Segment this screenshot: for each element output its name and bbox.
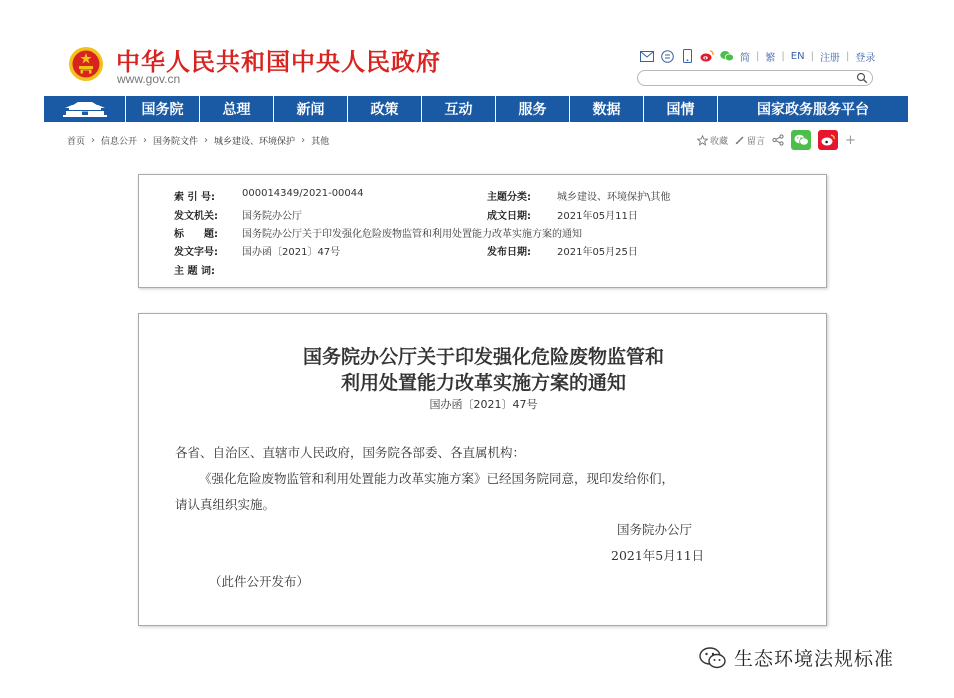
weibo-share-button[interactable] [818,130,838,150]
wechat-official-account-icon [698,646,728,670]
message-icon[interactable] [660,49,674,63]
nav-item-interaction[interactable]: 互动 [422,96,496,122]
favorite-label: 收藏 [710,136,729,147]
breadcrumb-urban-env[interactable]: 城乡建设、环境保护 [214,137,296,147]
weibo-icon[interactable] [700,49,714,63]
issuer-label: 发文机关: [174,211,218,222]
nav-item-policy[interactable]: 政策 [348,96,422,122]
category-value: 城乡建设、环境保护\其他 [557,192,671,203]
share-tools [697,130,856,150]
lang-english-link[interactable]: EN [790,50,805,62]
info-row-published-date [487,243,638,258]
document-salutation: 各省、自治区、直辖市人民政府，国务院各部委、各直属机构： [175,445,526,460]
info-row-written-date [487,207,638,222]
document-body-line2: 请认真组织实施。 [175,497,276,512]
lang-traditional-link[interactable]: 繁 [765,52,776,64]
category-label: 主题分类: [487,192,531,203]
divider: | [845,50,850,62]
divider: | [756,50,760,62]
info-row-index [174,188,364,203]
breadcrumb [67,134,329,147]
divider: | [781,50,785,62]
breadcrumb-info-disclosure[interactable]: 信息公开 [101,137,138,147]
comment-button[interactable] [735,134,765,147]
written-date-label: 成文日期: [487,211,531,222]
published-date-value: 2021年05月25日 [557,247,638,258]
document-note: （此件公开发布） [209,574,310,589]
nav-item-gov-service-platform[interactable]: 国家政务服务平台 [757,102,869,118]
watermark-text: 生态环境法规标准 [734,648,895,670]
site-title[interactable]: 中华人民共和国中央人民政府 [116,48,441,76]
nav-item-news[interactable]: 新闻 [274,96,348,122]
breadcrumb-home[interactable]: 首页 [67,137,86,147]
tiananmen-icon [60,100,110,118]
wechat-account-watermark [698,644,894,671]
favorite-button[interactable] [697,134,728,147]
nav-home[interactable] [44,96,126,122]
mobile-icon[interactable] [680,49,694,63]
login-link[interactable]: 登录 [855,52,876,64]
nav-item-service[interactable]: 服务 [496,96,570,122]
divider: | [810,50,814,62]
share-button[interactable] [772,134,784,146]
published-date-label: 发布日期: [487,247,531,258]
wechat-icon[interactable] [720,49,734,63]
document-title-line2: 利用处置能力改革实施方案的通知 [340,372,626,394]
nav-item-state-council[interactable]: 国务院 [126,96,200,122]
document-date: 2021年5月11日 [611,548,705,563]
site-url[interactable]: www.gov.cn [117,72,181,86]
register-link[interactable]: 注册 [819,52,840,64]
search-icon[interactable] [856,72,868,84]
info-row-title [174,225,582,240]
document-title-line1: 国务院办公厅关于印发强化危险废物监管和 [302,346,664,368]
mail-icon[interactable] [640,49,654,63]
index-value: 000014349/2021-00044 [242,188,364,199]
issuer-value: 国务院办公厅 [242,211,302,222]
info-row-issuer [174,207,302,222]
main-nav [44,96,908,122]
plus-icon[interactable]: + [845,132,856,148]
wechat-icon [794,134,809,146]
doc-number-label: 发文字号: [174,247,218,258]
breadcrumb-other[interactable]: 其他 [311,137,330,147]
nav-item-premier[interactable]: 总理 [200,96,274,122]
title-value: 国务院办公厅关于印发强化危险废物监管和利用处置能力改革实施方案的通知 [242,229,582,240]
nav-item-data[interactable]: 数据 [570,96,644,122]
top-tools [640,48,875,64]
star-icon [697,135,708,146]
info-row-doc-number [174,243,340,258]
document-info-box [138,174,827,288]
chevron-right-icon: › [91,135,96,146]
document-number: 国办函〔2021〕47号 [429,398,538,411]
search-input[interactable] [646,77,856,91]
info-row-keywords [174,262,242,277]
keywords-label: 主 题 词: [174,266,215,277]
info-row-category [487,188,670,203]
chevron-right-icon: › [204,135,209,146]
doc-number-value: 国办函〔2021〕47号 [242,247,341,258]
comment-label: 留言 [747,136,766,147]
document-body-line1: 《强化危险废物监管和利用处置能力改革实施方案》已经国务院同意，现印发给你们， [199,471,675,486]
document-content-box [138,313,827,626]
title-label: 标 题: [174,229,218,240]
chevron-right-icon: › [143,135,148,146]
lang-simplified-link[interactable]: 简 [740,52,750,64]
breadcrumb-state-council-docs[interactable]: 国务院文件 [153,137,199,147]
wechat-share-button[interactable] [791,130,811,150]
chevron-right-icon: › [301,135,306,146]
nav-item-national-info[interactable]: 国情 [644,96,718,122]
document-signature: 国务院办公厅 [617,522,693,537]
search-box [637,70,873,86]
national-emblem-icon[interactable] [68,46,104,82]
weibo-icon [821,134,836,146]
written-date-value: 2021年05月11日 [557,211,638,222]
pencil-icon [735,135,745,145]
index-label: 索 引 号: [174,192,215,203]
share-icon [772,134,784,146]
